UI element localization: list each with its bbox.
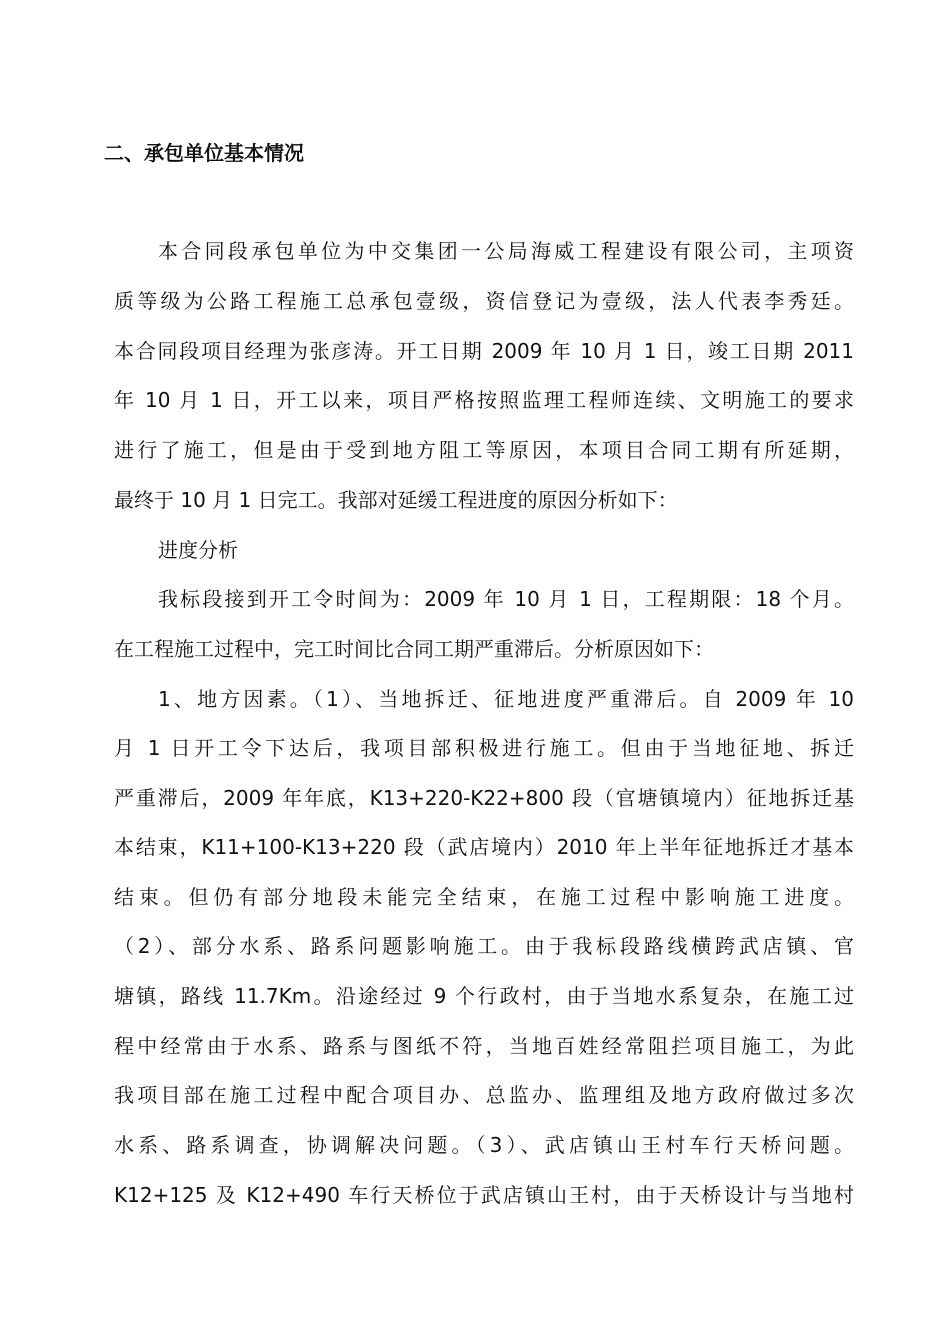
- paragraph-line: 最终于 10 月 1 日完工。我部对延缓工程进度的原因分析如下：: [114, 488, 678, 512]
- paragraph-line: K12+125 及 K12+490 车行天桥位于武店镇山王村，由于天桥设计与当地村: [114, 1183, 854, 1207]
- paragraph-line: 水系、路系调查，协调解决问题。（3）、武店镇山王村车行天桥问题。: [114, 1133, 854, 1157]
- paragraph-line: 本合同段项目经理为张彦涛。开工日期 2009 年 10 月 1 日，竣工日期 2011: [114, 339, 854, 363]
- paragraph-line: 程中经常由于水系、路系与图纸不符，当地百姓经常阻拦项目施工，为此: [114, 1034, 854, 1058]
- paragraph-line: 结束。但仍有部分地段未能完全结束，在施工过程中影响施工进度。: [114, 885, 854, 909]
- paragraph-line: （2）、部分水系、路系问题影响施工。由于我标段路线横跨武店镇、官: [114, 934, 854, 958]
- subheading-line: 进度分析: [158, 538, 238, 562]
- paragraph-line: 我标段接到开工令时间为：2009 年 10 月 1 日，工程期限：18 个月。: [158, 587, 854, 611]
- paragraph-line: 本合同段承包单位为中交集团一公局海威工程建设有限公司，主项资: [158, 239, 854, 263]
- paragraph-line: 月 1 日开工令下达后，我项目部积极进行施工。但由于当地征地、拆迁: [114, 736, 854, 760]
- paragraph-line: 1、地方因素。（1）、当地拆迁、征地进度严重滞后。自 2009 年 10: [158, 687, 854, 711]
- paragraph-line: 在工程施工过程中，完工时间比合同工期严重滞后。分析原因如下：: [114, 637, 714, 661]
- paragraph-line: 年 10 月 1 日，开工以来，项目严格按照监理工程师连续、文明施工的要求: [114, 388, 854, 412]
- section-heading: 二、承包单位基本情况: [104, 141, 304, 165]
- paragraph-line: 进行了施工，但是由于受到地方阻工等原因，本项目合同工期有所延期，: [114, 438, 854, 462]
- paragraph-line: 质等级为公路工程施工总承包壹级，资信登记为壹级，法人代表李秀廷。: [114, 289, 854, 313]
- paragraph-line: 我项目部在施工过程中配合项目办、总监办、监理组及地方政府做过多次: [114, 1083, 854, 1107]
- paragraph-line: 塘镇，路线 11.7Km。沿途经过 9 个行政村，由于当地水系复杂，在施工过: [114, 984, 854, 1008]
- paragraph-line: 严重滞后，2009 年年底，K13+220-K22+800 段（官塘镇境内）征地拆迁基: [114, 786, 854, 810]
- paragraph-line: 本结束，K11+100-K13+220 段（武店境内）2010 年上半年征地拆迁才基本: [114, 835, 854, 859]
